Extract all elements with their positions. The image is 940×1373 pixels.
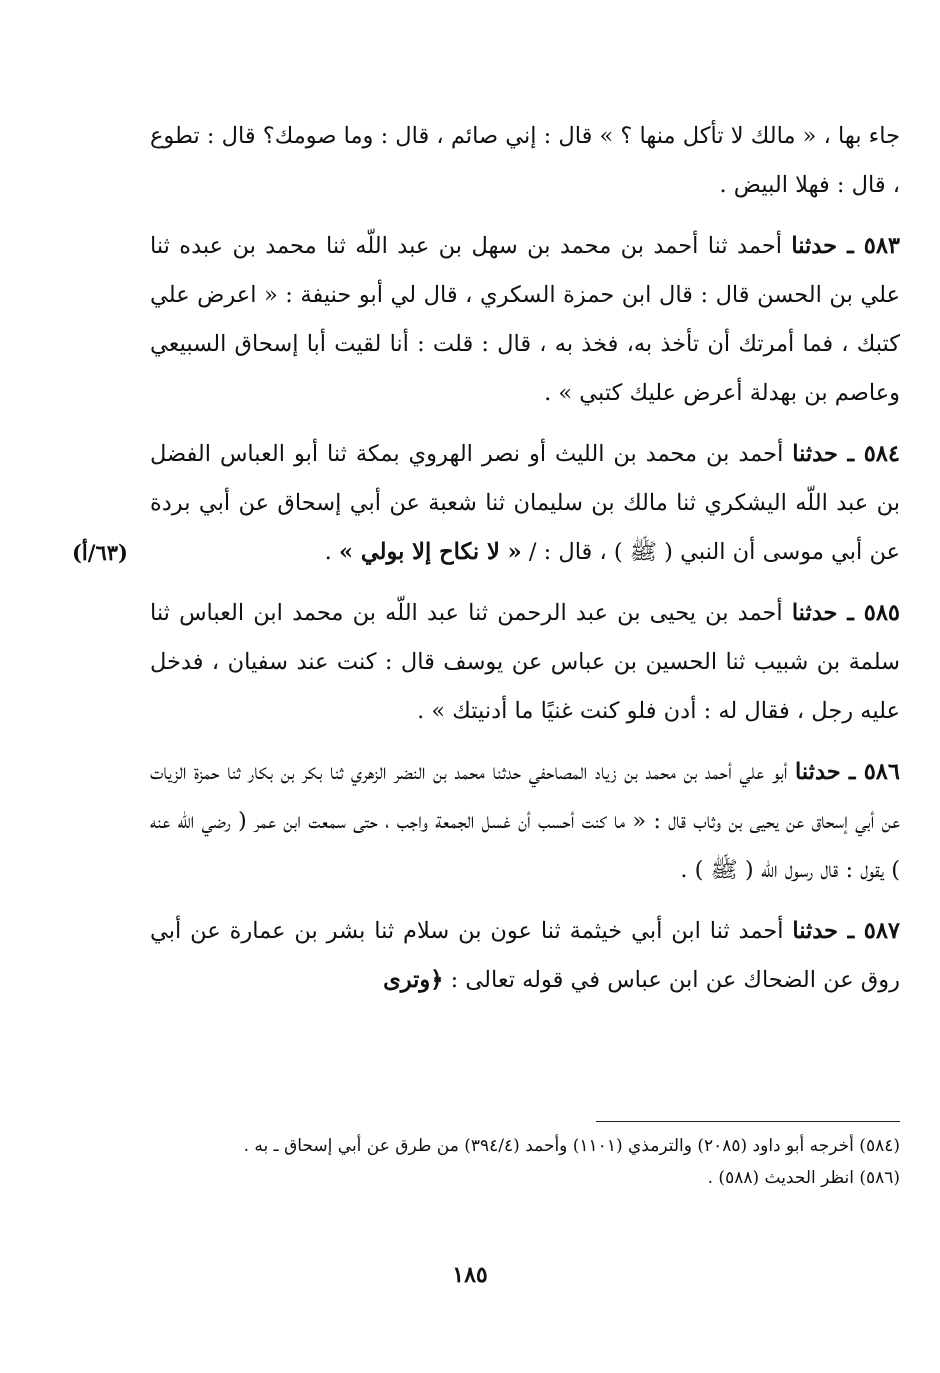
hadith-matn-bold: « لا نكاح إلا بولي » [338, 539, 522, 565]
hadith-583 [150, 222, 900, 418]
hadith-number: ٥٨٣ [863, 233, 901, 259]
footnote-584: (٥٨٤) أخرجه أبو داود (٢٠٨٥) والترمذي (١١٠١) وأحمد (٣٩٤/٤) من طرق عن أبي إسحاق ـ به . [243, 1136, 900, 1156]
hadith-opening-word: حدثنا [792, 441, 838, 467]
hadith-number: ٥٨٥ [863, 600, 901, 626]
hadith-separator: ـ [837, 233, 864, 259]
footnote-divider [596, 1121, 900, 1122]
quran-quote-start: ﴿وترى [383, 967, 444, 993]
hadith-text: أحمد ثنا أحمد بن محمد بن سهل بن عبد اللّه ثنا محمد بن عبده ثنا علي بن الحسن قال : قال ابن حمزة السكري ، قال لي أبو حنيفة : « اعرض علي كتبك ، فما أمرتك أن تأخذ به، فخذ به ، قال : قلت : أنا لقيت أبا إسحاق السبيعي وعاصم بن بهدلة أعرض عليك كتبي » . [150, 233, 900, 406]
hadith-end: . [324, 539, 339, 565]
hadith-586 [150, 748, 900, 895]
intro-text: جاء بها ، « مالك لا تأكل منها ؟ » قال : إني صائم ، قال : وما صومك؟ قال : تطوع ، قال : فهلا البيض . [150, 123, 900, 198]
hadith-number: ٥٨٧ [863, 918, 900, 944]
footnotes [150, 1130, 900, 1194]
intro-paragraph [150, 112, 900, 210]
hadith-opening-word: حدثنا [792, 918, 839, 944]
hadith-opening-word: حدثنا [795, 759, 841, 785]
hadith-separator: ـ [837, 441, 864, 467]
hadith-585 [150, 589, 900, 736]
hadith-584 [150, 430, 900, 577]
hadith-number: ٥٨٤ [863, 441, 900, 467]
page-number: ١٨٥ [452, 1262, 488, 1288]
hadith-separator: ـ [837, 600, 864, 626]
hadith-text: أحمد بن محمد بن الليث أو نصر الهروي بمكة ثنا أبو العباس الفضل بن عبد اللّه اليشكري ثنا مالك بن سليمان ثنا شعبة عن أبي إسحاق عن أبي بردة عن أبي موسى أن النبي ( ﷺ ) ، قال : / [150, 441, 900, 565]
hadith-text: أبو علي أحمد بن محمد بن زياد المصاحفي حدثنا محمد بن النضر الزهري ثنا بكر بن بكار ثنا حمزة الزيات عن أبي إسحاق عن يحيى بن وثاب قال : « ما كنت أحسب أن غسل الجمعة واجب ، حتى سمعت ابن عمر ( رضي اللّه عنه ) يقول : قال رسول اللّه ( ﷺ ) . [150, 759, 900, 883]
hadith-separator: ـ [838, 918, 864, 944]
manuscript-folio-ref: (٦٣/أ) [72, 540, 128, 565]
hadith-number: ٥٨٦ [863, 759, 900, 785]
main-text [150, 112, 900, 1017]
hadith-text: أحمد ثنا ابن أبي خيثمة ثنا عون بن سلام ثنا بشر بن عمارة عن أبي روق عن الضحاك عن ابن عباس في قوله تعالى : [150, 918, 900, 993]
footnote-586: (٥٨٦) انظر الحديث (٥٨٨) . [707, 1168, 900, 1188]
hadith-text: أحمد بن يحيى بن عبد الرحمن ثنا عبد اللّه بن محمد ابن العباس ثنا سلمة بن شبيب ثنا الحسين بن عباس عن يوسف قال : كنت عند سفيان ، فدخل عليه رجل ، فقال له : أدن فلو كنت غنيًا ما أدنيتك » . [150, 600, 900, 724]
hadith-separator: ـ [840, 759, 864, 785]
hadith-587 [150, 907, 900, 1005]
hadith-opening-word: حدثنا [791, 233, 838, 259]
hadith-opening-word: حدثنا [791, 600, 838, 626]
